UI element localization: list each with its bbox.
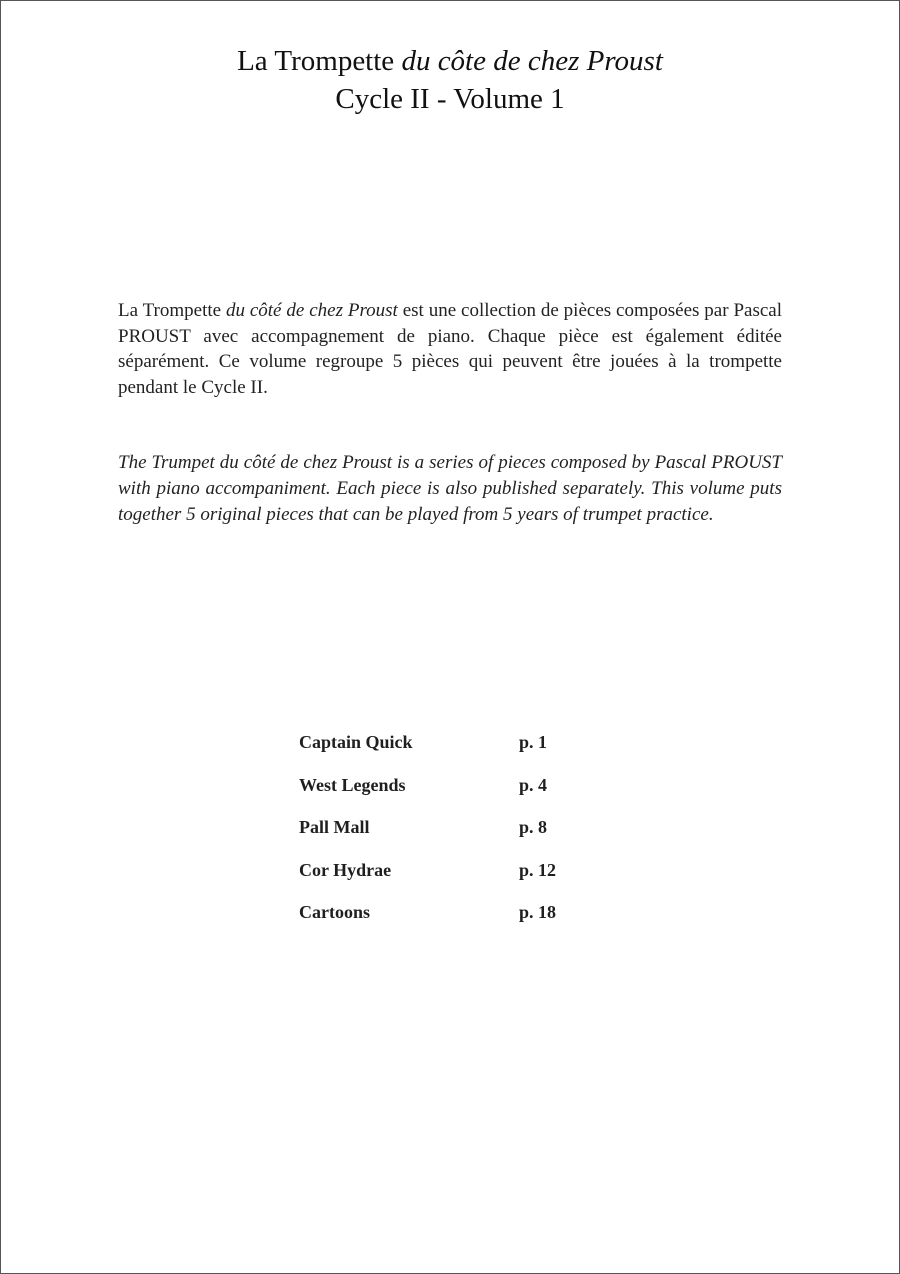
toc-title: Pall Mall — [299, 817, 370, 837]
toc-page-number: p. 18 — [519, 902, 557, 922]
toc-title: Cartoons — [299, 902, 370, 922]
intro-french — [118, 298, 782, 400]
toc-page-number: p. 1 — [519, 732, 548, 752]
toc-row[interactable] — [299, 732, 599, 775]
table-of-contents — [299, 732, 599, 945]
toc-row[interactable] — [299, 817, 599, 860]
toc-title: West Legends — [299, 774, 406, 795]
intro-fr-italic: du côté de chez Proust — [225, 300, 398, 321]
title-prefix: La Trompette — [237, 45, 402, 77]
toc-row[interactable] — [299, 902, 599, 945]
toc-page-number: p. 12 — [519, 859, 557, 880]
intro-fr-part1: La Trompette — [118, 300, 226, 321]
toc-row[interactable] — [299, 860, 599, 903]
toc-title: Cor Hydrae — [299, 859, 392, 880]
page-subtitle: Cycle II - Volume 1 — [335, 83, 565, 115]
title-italic: du côte de chez Proust — [401, 45, 663, 77]
toc-page-number: p. 8 — [519, 817, 548, 837]
page-title-block — [0, 42, 900, 118]
toc-title: Captain Quick — [299, 732, 413, 752]
toc-page-number: p. 4 — [519, 774, 548, 795]
toc-row[interactable] — [299, 775, 599, 818]
intro-english: The Trumpet du côté de chez Proust is a series of pieces composed by Pascal PROUST with piano accompaniment. Each piece is also published separately. This volume puts together 5 original pieces that can be played from 5 years of trumpet practice. — [118, 452, 782, 525]
page-title — [0, 42, 900, 80]
intro-fr-part3: est une collection de pièces composées par Pascal PROUST avec accompagnement de piano. Chaque pièce est également éditée séparément. Ce volume regroupe 5 pièces qui peuvent être jouées à la trompette pendant le Cycle II. — [118, 300, 782, 398]
